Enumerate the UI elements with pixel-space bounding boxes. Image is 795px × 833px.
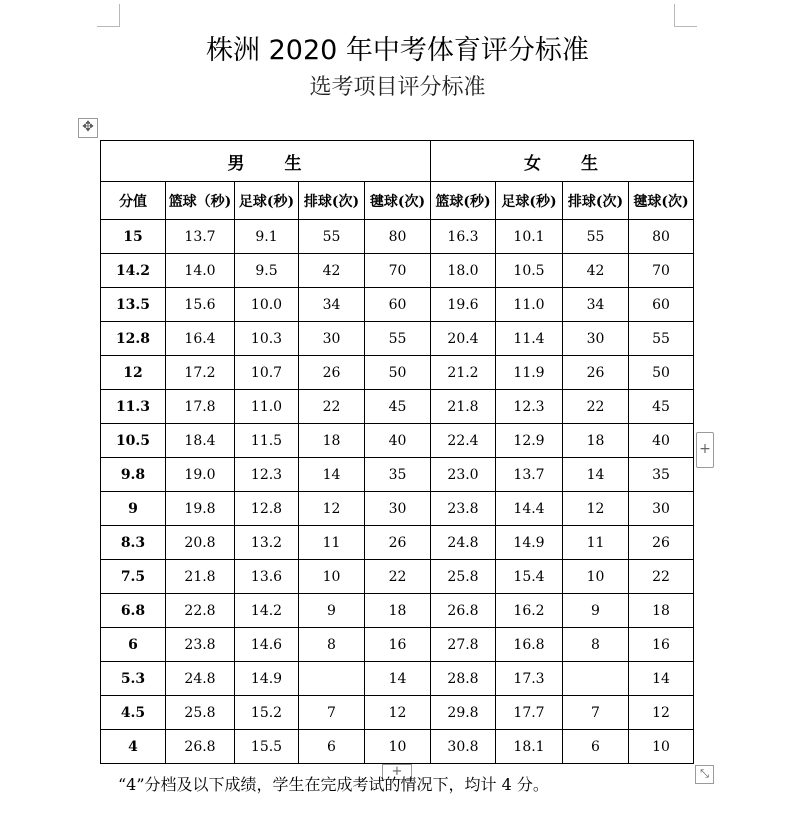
table-cell: 10.5 <box>496 254 563 288</box>
table-cell: 14 <box>629 662 694 696</box>
table-cell: 10 <box>365 730 431 764</box>
table-cell: 15.5 <box>235 730 299 764</box>
table-cell: 30 <box>365 492 431 526</box>
table-cell: 12 <box>299 492 365 526</box>
table-cell: 11.9 <box>496 356 563 390</box>
table-cell: 14.0 <box>166 254 235 288</box>
table-move-icon[interactable]: ✥ <box>78 118 98 138</box>
table-cell: 24.8 <box>166 662 235 696</box>
table-cell: 10 <box>629 730 694 764</box>
table-cell: 15.4 <box>496 560 563 594</box>
table-cell: 19.6 <box>431 288 496 322</box>
table-cell: 18 <box>299 424 365 458</box>
table-cell: 9.1 <box>235 220 299 254</box>
table-row <box>101 254 694 288</box>
table-cell: 16.3 <box>431 220 496 254</box>
male-group-header: 男 生 <box>101 141 431 182</box>
table-cell: 14.9 <box>496 526 563 560</box>
page-corner-mark-top-left <box>97 4 120 27</box>
table-cell: 15.6 <box>166 288 235 322</box>
table-cell: 10 <box>299 560 365 594</box>
table-cell: 70 <box>629 254 694 288</box>
score-cell: 14.2 <box>101 254 166 288</box>
footnote: “4”分档及以下成绩，学生在完成考试的情况下，均计 4 分。 <box>118 775 549 794</box>
table-cell: 16 <box>365 628 431 662</box>
table-cell: 12 <box>365 696 431 730</box>
table-cell: 13.6 <box>235 560 299 594</box>
table-cell: 12.3 <box>496 390 563 424</box>
table-cell: 22 <box>629 560 694 594</box>
female-group-header: 女 生 <box>431 141 694 182</box>
score-cell: 9 <box>101 492 166 526</box>
table-cell: 27.8 <box>431 628 496 662</box>
table-cell: 16.8 <box>496 628 563 662</box>
table-cell: 23.8 <box>166 628 235 662</box>
score-cell: 10.5 <box>101 424 166 458</box>
table-cell: 11 <box>563 526 629 560</box>
score-cell: 6 <box>101 628 166 662</box>
table-cell <box>563 662 629 696</box>
table-cell: 50 <box>365 356 431 390</box>
page-subtitle: 选考项目评分标准 <box>309 75 486 100</box>
table-cell: 22 <box>365 560 431 594</box>
table-cell: 20.4 <box>431 322 496 356</box>
table-cell: 14.9 <box>235 662 299 696</box>
table-row <box>101 628 694 662</box>
table-cell: 14 <box>365 662 431 696</box>
table-cell: 19.0 <box>166 458 235 492</box>
table-cell: 26 <box>365 526 431 560</box>
table-cell: 55 <box>563 220 629 254</box>
table-cell: 26 <box>629 526 694 560</box>
table-cell: 34 <box>299 288 365 322</box>
table-cell: 80 <box>629 220 694 254</box>
table-cell: 42 <box>563 254 629 288</box>
table-cell: 23.8 <box>431 492 496 526</box>
table-row <box>101 458 694 492</box>
table-cell: 7 <box>299 696 365 730</box>
table-row <box>101 322 694 356</box>
table-cell: 17.2 <box>166 356 235 390</box>
table-cell: 20.8 <box>166 526 235 560</box>
table-cell: 14.6 <box>235 628 299 662</box>
table-cell: 15.2 <box>235 696 299 730</box>
table-cell: 25.8 <box>431 560 496 594</box>
score-cell: 12 <box>101 356 166 390</box>
table-cell: 9 <box>299 594 365 628</box>
column-header-row <box>101 182 694 220</box>
table-cell: 18.0 <box>431 254 496 288</box>
table-cell: 18 <box>629 594 694 628</box>
table-cell: 10.3 <box>235 322 299 356</box>
score-column-header: 分值 <box>101 182 166 220</box>
add-column-icon[interactable]: + <box>696 432 714 468</box>
table-row <box>101 696 694 730</box>
table-cell: 13.7 <box>166 220 235 254</box>
table-cell: 6 <box>563 730 629 764</box>
table-cell: 14 <box>563 458 629 492</box>
column-header: 足球(秒) <box>235 182 299 220</box>
table-row <box>101 288 694 322</box>
table-cell: 60 <box>629 288 694 322</box>
table-cell: 80 <box>365 220 431 254</box>
table-cell: 22.8 <box>166 594 235 628</box>
table-cell: 55 <box>365 322 431 356</box>
table-cell: 12 <box>629 696 694 730</box>
score-cell: 8.3 <box>101 526 166 560</box>
table-cell: 45 <box>365 390 431 424</box>
table-row <box>101 560 694 594</box>
table-cell: 11.4 <box>496 322 563 356</box>
table-cell: 70 <box>365 254 431 288</box>
table-cell: 19.8 <box>166 492 235 526</box>
table-cell: 34 <box>563 288 629 322</box>
table-row <box>101 730 694 764</box>
table-cell: 22 <box>563 390 629 424</box>
table-cell: 28.8 <box>431 662 496 696</box>
table-row <box>101 526 694 560</box>
table-cell: 18 <box>563 424 629 458</box>
table-cell: 12 <box>563 492 629 526</box>
table-cell: 22.4 <box>431 424 496 458</box>
table-cell: 11.0 <box>235 390 299 424</box>
table-cell: 18 <box>365 594 431 628</box>
score-cell: 5.3 <box>101 662 166 696</box>
table-cell: 11 <box>299 526 365 560</box>
table-cell: 35 <box>365 458 431 492</box>
table-cell: 18.1 <box>496 730 563 764</box>
column-header: 篮球(秒) <box>431 182 496 220</box>
gender-header-row <box>101 141 694 182</box>
column-header: 排球(次) <box>563 182 629 220</box>
table-cell: 18.4 <box>166 424 235 458</box>
table-cell: 9 <box>563 594 629 628</box>
table-cell: 16.2 <box>496 594 563 628</box>
table-cell: 14.4 <box>496 492 563 526</box>
table-cell: 12.3 <box>235 458 299 492</box>
table-cell: 16 <box>629 628 694 662</box>
score-cell: 15 <box>101 220 166 254</box>
table-cell: 10.7 <box>235 356 299 390</box>
table-cell: 26 <box>563 356 629 390</box>
table-cell: 24.8 <box>431 526 496 560</box>
table-row <box>101 356 694 390</box>
table-cell: 12.8 <box>235 492 299 526</box>
table-cell: 45 <box>629 390 694 424</box>
table-cell: 7 <box>563 696 629 730</box>
add-row-icon[interactable]: + <box>382 764 412 780</box>
column-header: 毽球(次) <box>629 182 694 220</box>
table-row <box>101 220 694 254</box>
table-cell: 10.0 <box>235 288 299 322</box>
score-cell: 11.3 <box>101 390 166 424</box>
table-cell: 25.8 <box>166 696 235 730</box>
score-cell: 7.5 <box>101 560 166 594</box>
column-header: 排球(次) <box>299 182 365 220</box>
table-cell: 8 <box>299 628 365 662</box>
table-cell: 30 <box>563 322 629 356</box>
column-header: 毽球(次) <box>365 182 431 220</box>
table-cell: 14 <box>299 458 365 492</box>
table-cell: 23.0 <box>431 458 496 492</box>
table-cell: 14.2 <box>235 594 299 628</box>
table-cell: 35 <box>629 458 694 492</box>
table-cell: 60 <box>365 288 431 322</box>
table-cell: 30 <box>629 492 694 526</box>
table-cell: 12.9 <box>496 424 563 458</box>
table-resize-icon[interactable]: ⤡ <box>695 765 714 784</box>
score-cell: 6.8 <box>101 594 166 628</box>
table-cell: 40 <box>365 424 431 458</box>
table-cell: 50 <box>629 356 694 390</box>
score-cell: 9.8 <box>101 458 166 492</box>
table-cell: 21.2 <box>431 356 496 390</box>
table-row <box>101 424 694 458</box>
table-cell: 55 <box>629 322 694 356</box>
table-cell: 40 <box>629 424 694 458</box>
page-title: 株洲 2020 年中考体育评分标准 <box>206 35 589 66</box>
table-cell: 42 <box>299 254 365 288</box>
table-cell: 22 <box>299 390 365 424</box>
table-row <box>101 390 694 424</box>
table-cell: 8 <box>563 628 629 662</box>
score-table <box>100 140 694 764</box>
score-cell: 4 <box>101 730 166 764</box>
table-cell: 13.7 <box>496 458 563 492</box>
table-cell: 9.5 <box>235 254 299 288</box>
table-cell: 30 <box>299 322 365 356</box>
score-cell: 13.5 <box>101 288 166 322</box>
column-header: 足球(秒) <box>496 182 563 220</box>
column-header: 篮球（秒) <box>166 182 235 220</box>
table-cell: 21.8 <box>166 560 235 594</box>
score-cell: 4.5 <box>101 696 166 730</box>
table-cell: 26.8 <box>431 594 496 628</box>
score-cell: 12.8 <box>101 322 166 356</box>
table-cell: 21.8 <box>431 390 496 424</box>
table-cell: 11.5 <box>235 424 299 458</box>
table-cell <box>299 662 365 696</box>
table-row <box>101 492 694 526</box>
table-cell: 26 <box>299 356 365 390</box>
table-cell: 16.4 <box>166 322 235 356</box>
table-cell: 29.8 <box>431 696 496 730</box>
table-cell: 17.7 <box>496 696 563 730</box>
table-row <box>101 662 694 696</box>
table-cell: 55 <box>299 220 365 254</box>
table-cell: 10.1 <box>496 220 563 254</box>
table-cell: 30.8 <box>431 730 496 764</box>
table-cell: 6 <box>299 730 365 764</box>
table-cell: 26.8 <box>166 730 235 764</box>
table-cell: 10 <box>563 560 629 594</box>
page-corner-mark-top-right <box>674 4 697 27</box>
table-cell: 17.3 <box>496 662 563 696</box>
table-row <box>101 594 694 628</box>
table-cell: 11.0 <box>496 288 563 322</box>
table-cell: 13.2 <box>235 526 299 560</box>
table-cell: 17.8 <box>166 390 235 424</box>
